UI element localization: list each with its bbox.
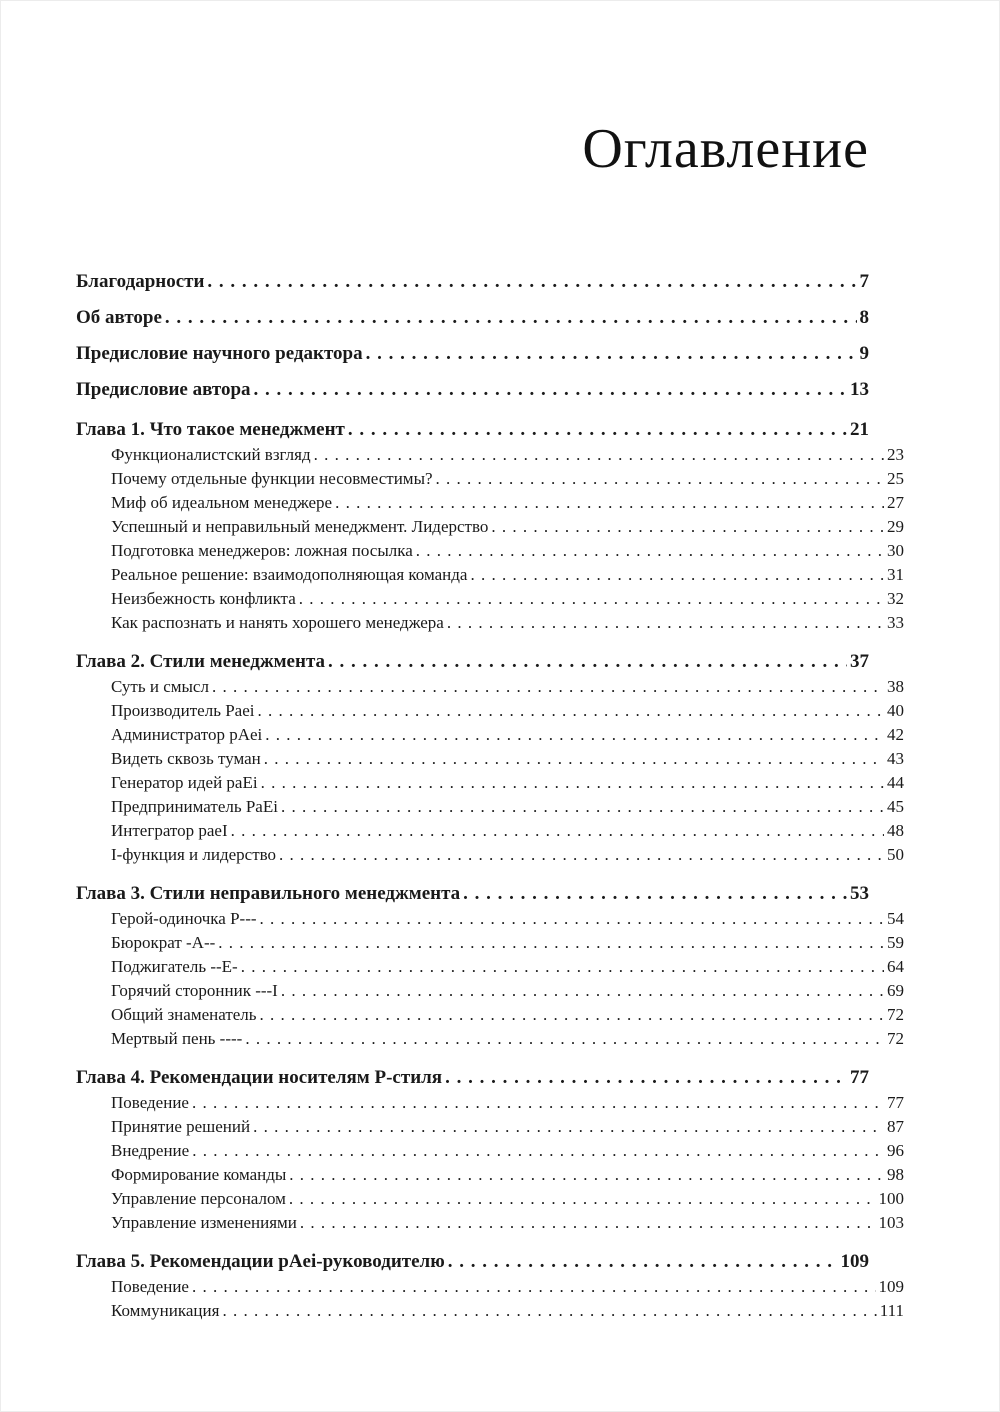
dot-leader	[165, 305, 857, 331]
toc-entry-title: Благодарности	[76, 270, 205, 292]
dot-leader	[281, 979, 884, 1003]
dot-leader	[289, 1187, 876, 1211]
toc-entry	[76, 881, 869, 907]
toc-entry	[76, 955, 904, 979]
toc-entry	[76, 843, 904, 867]
toc-entry-title: Бюрократ -A--	[111, 932, 216, 952]
toc-entry	[76, 269, 869, 295]
toc-entry-title: Поджигатель --E-	[111, 956, 238, 976]
toc-entry	[76, 1139, 904, 1163]
toc-entry	[76, 417, 869, 443]
toc-entry	[76, 491, 904, 515]
toc-entry-title: Поведение	[111, 1092, 189, 1112]
toc-entry-page: 8	[859, 306, 869, 328]
toc-entry	[76, 563, 904, 587]
toc-entry-page: 59	[887, 932, 904, 952]
toc-entry	[76, 699, 904, 723]
toc-entry-title: Глава 1. Что такое менеджмент	[76, 418, 345, 440]
toc-entry-title: Почему отдельные функции несовместимы?	[111, 468, 433, 488]
toc-entry-title: Мертвый пень ----	[111, 1028, 243, 1048]
dot-leader	[448, 1249, 838, 1275]
toc-entry-title: Глава 5. Рекомендации pAei-руководителю	[76, 1250, 445, 1272]
toc-entry	[76, 587, 904, 611]
toc-list	[76, 269, 904, 1323]
toc-entry-page: 98	[887, 1164, 904, 1184]
toc-entry-page: 25	[887, 468, 904, 488]
toc-entry-page: 30	[887, 540, 904, 560]
dot-leader	[261, 771, 884, 795]
toc-entry-page: 45	[887, 796, 904, 816]
toc-entry-page: 77	[887, 1092, 904, 1112]
toc-entry	[76, 1275, 904, 1299]
toc-entry	[76, 1249, 869, 1275]
toc-entry-title: Подготовка менеджеров: ложная посылка	[111, 540, 413, 560]
toc-entry-page: 72	[887, 1004, 904, 1024]
toc-entry	[76, 1115, 904, 1139]
toc-entry-page: 44	[887, 772, 904, 792]
toc-entry-title: Предприниматель PaEi	[111, 796, 278, 816]
toc-entry	[76, 723, 904, 747]
toc-entry-page: 72	[887, 1028, 904, 1048]
toc-entry	[76, 539, 904, 563]
dot-leader	[212, 675, 884, 699]
toc-entry	[76, 1187, 904, 1211]
toc-entry-page: 21	[850, 418, 869, 440]
page-title: Оглавление	[582, 118, 869, 180]
dot-leader	[436, 467, 884, 491]
dot-leader	[289, 1163, 884, 1187]
toc-entry	[76, 611, 904, 635]
dot-leader	[258, 699, 885, 723]
dot-leader	[447, 611, 884, 635]
dot-leader	[192, 1275, 876, 1299]
toc-entry	[76, 649, 869, 675]
toc-entry-page: 54	[887, 908, 904, 928]
toc-entry-title: Управление персоналом	[111, 1188, 286, 1208]
dot-leader	[328, 649, 847, 675]
toc-entry-title: Глава 4. Рекомендации носителям P-стиля	[76, 1066, 443, 1088]
toc-entry	[76, 819, 904, 843]
toc-entry-title: Глава 2. Стили менеджмента	[76, 650, 326, 672]
toc-entry	[76, 377, 869, 403]
toc-entry-title: Предисловие автора	[76, 378, 251, 400]
toc-entry-title: I-функция и лидерство	[111, 844, 277, 864]
toc-entry	[76, 1163, 904, 1187]
toc-entry-page: 109	[878, 1276, 904, 1296]
toc-entry-page: 42	[887, 724, 904, 744]
toc-entry-page: 100	[878, 1188, 904, 1208]
dot-leader	[445, 1065, 847, 1091]
toc-entry	[76, 443, 904, 467]
toc-entry-title: Суть и смысл	[111, 676, 209, 696]
toc-entry	[76, 795, 904, 819]
dot-leader	[463, 881, 847, 907]
dot-leader	[265, 723, 884, 747]
toc-entry-title: Формирование команды	[111, 1164, 287, 1184]
toc-entry	[76, 931, 904, 955]
toc-entry-title: Поведение	[111, 1276, 189, 1296]
toc-entry-title: Видеть сквозь туман	[111, 748, 261, 768]
toc-entry-page: 64	[887, 956, 904, 976]
toc-entry	[76, 747, 904, 771]
toc-entry-title: Интегратор paeI	[111, 820, 228, 840]
toc-entry-page: 33	[887, 612, 904, 632]
toc-entry	[76, 1091, 904, 1115]
dot-leader	[264, 747, 884, 771]
toc-entry-page: 50	[887, 844, 904, 864]
toc-entry	[76, 675, 904, 699]
toc-entry	[76, 1065, 869, 1091]
dot-leader	[299, 587, 884, 611]
toc-entry-page: 111	[879, 1300, 904, 1320]
toc-entry-page: 103	[878, 1212, 904, 1232]
toc-entry	[76, 907, 904, 931]
dot-leader	[241, 955, 884, 979]
dot-leader	[245, 1027, 884, 1051]
dot-leader	[254, 377, 847, 403]
toc-entry-title: Неизбежность конфликта	[111, 588, 296, 608]
toc-entry	[76, 771, 904, 795]
dot-leader	[222, 1299, 876, 1323]
toc-entry-title: Коммуникация	[111, 1300, 220, 1320]
dot-leader	[218, 931, 884, 955]
toc-entry-title: Успешный и неправильный менеджмент. Лидерство	[111, 516, 489, 536]
toc-entry-title: Генератор идей paEi	[111, 772, 258, 792]
toc-entry-page: 48	[887, 820, 904, 840]
toc-entry-page: 69	[887, 980, 904, 1000]
toc-entry-title: Принятие решений	[111, 1116, 251, 1136]
toc-entry-page: 23	[887, 444, 904, 464]
dot-leader	[279, 843, 884, 867]
toc-entry-page: 40	[887, 700, 904, 720]
dot-leader	[491, 515, 884, 539]
toc-entry-page: 7	[859, 270, 869, 292]
toc-entry-title: Функционалистский взгляд	[111, 444, 311, 464]
dot-leader	[314, 443, 884, 467]
toc-entry-page: 13	[850, 378, 869, 400]
toc-entry-page: 43	[887, 748, 904, 768]
toc-entry	[76, 1211, 904, 1235]
toc-entry	[76, 1003, 904, 1027]
toc-entry-title: Миф об идеальном менеджере	[111, 492, 333, 512]
dot-leader	[231, 819, 884, 843]
dot-leader	[260, 907, 884, 931]
toc-entry-title: Реальное решение: взаимодополняющая команда	[111, 564, 468, 584]
dot-leader	[260, 1003, 884, 1027]
toc-content	[1, 1, 999, 1323]
toc-entry-title: Администратор pAei	[111, 724, 263, 744]
dot-leader	[470, 563, 884, 587]
toc-entry-title: Внедрение	[111, 1140, 190, 1160]
toc-entry	[76, 305, 869, 331]
dot-leader	[416, 539, 884, 563]
toc-entry-page: 37	[850, 650, 869, 672]
toc-entry-page: 53	[850, 882, 869, 904]
toc-entry-title: Об авторе	[76, 306, 162, 328]
toc-entry-title: Управление изменениями	[111, 1212, 297, 1232]
toc-entry-title: Как распознать и нанять хорошего менеджера	[111, 612, 444, 632]
toc-entry-title: Глава 3. Стили неправильного менеджмента	[76, 882, 461, 904]
dot-leader	[192, 1091, 884, 1115]
toc-entry	[76, 1299, 904, 1323]
dot-leader	[335, 491, 884, 515]
dot-leader	[300, 1211, 876, 1235]
toc-entry-page: 32	[887, 588, 904, 608]
dot-leader	[348, 417, 847, 443]
toc-entry-page: 87	[887, 1116, 904, 1136]
toc-entry-title: Производитель Paei	[111, 700, 255, 720]
dot-leader	[207, 269, 856, 295]
toc-entry-page: 31	[887, 564, 904, 584]
toc-entry	[76, 979, 904, 1003]
toc-entry-page: 27	[887, 492, 904, 512]
toc-entry-title: Горячий сторонник ---I	[111, 980, 278, 1000]
toc-entry-page: 29	[887, 516, 904, 536]
dot-leader	[192, 1139, 884, 1163]
toc-entry	[76, 515, 904, 539]
toc-entry-page: 38	[887, 676, 904, 696]
dot-leader	[253, 1115, 884, 1139]
toc-entry-page: 109	[840, 1250, 869, 1272]
dot-leader	[366, 341, 857, 367]
toc-entry-title: Общий знаменатель	[111, 1004, 257, 1024]
toc-entry-title: Предисловие научного редактора	[76, 342, 363, 364]
toc-entry-page: 96	[887, 1140, 904, 1160]
toc-entry	[76, 1027, 904, 1051]
dot-leader	[281, 795, 884, 819]
toc-entry-page: 77	[850, 1066, 869, 1088]
toc-entry-title: Герой-одиночка P---	[111, 908, 257, 928]
toc-entry	[76, 467, 904, 491]
toc-entry-page: 9	[859, 342, 869, 364]
toc-entry	[76, 341, 869, 367]
